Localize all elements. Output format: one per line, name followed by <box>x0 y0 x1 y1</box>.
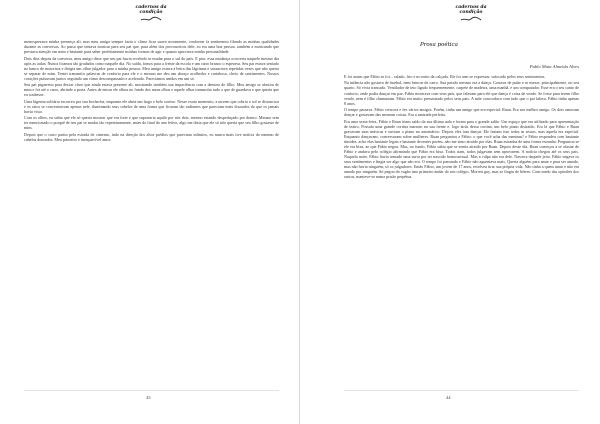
paragraph: Dois dias depois da conversa, meu amigo disse que seu pai havia recebido se mudar para o sul do país. E pior, essa mudança ocorreria naquele mesmo dia após as aulas. Nunca ficamos tão grudados como naquele dia. No saída, fomos para a frente da escola e um carro branco o esperava. Seu pai estava sentado no banco de motorista e dirigia um olhar julgador para a minha pessoa. Meu amigo estava à beira das lágrimas e sussurrava repetidas vezes que não queria se separar de mim. Tentei transmitir palavras de conforto para ele e o mesmo me deu um abraço acolhedor e carinhoso, cheio de sentimentos. Nossos corações pulsavam juntos seguindo um ritmo descompassado e acelerado. Parecíamos unidos em um só. <box>24 55 279 81</box>
left-body-text <box>24 39 279 143</box>
paragraph: E foi assim que Fábio se foi... calado, frio e no meio da calçada. Ele foi sem se expressar, sufocado pelos seus sentimentos. <box>344 74 546 79</box>
author-name: Pablo Maia Almeida Alves <box>529 64 579 69</box>
paragraph: menosprezava minha presença ali, mas meu amigo sempre fazia o clima ficar suave novamente, conforme fa sentimento filando as minhas qualidades durante as conversas. Ao passo que tentava mostrar para seu pai que, para além dos preconceitos dele, eu era uma boa pessoa, também a mostrando que prestava atenção em mim e bastante para saber perfeitamente minhas formas de agir e quanto apreciava minha personalidade. <box>24 39 279 55</box>
section-title: Prosa poética <box>420 42 458 48</box>
logo-line1: cadernos da <box>135 5 167 10</box>
logo-line2: condição <box>139 10 163 15</box>
paragraph: Uma lágrima solitária escorreu por sua bochecha, enquanto ele abria um largo e belo sorriso. Nesse exato momento, a nuvem que cobria o sol se distanciou e os raios se concentravam apenas nele, iluminando seus cabelos de uma forma que ficaram tão radiantes que pareciam mais dourados do que os jamais havia visto. <box>24 98 279 114</box>
paragraph: Seu pai pigarreou para deixar claro que ainda estava presente ali, mostrando também sua impaciência com a demora do filho. Meu amigo se afastou de mim e foi até o carro, abrindo a porta. Antes de entrar ele olhou no fundo dos meus olhos e aquele olhar transmitia tudo o que de guardava e que queria que eu soubesse. <box>24 82 279 98</box>
journal-logo <box>135 5 167 22</box>
paragraph: Com os olhos, eu sabia que ele só queria mostrar que era forte e que suportaria aquilo por nós dois, mesmo estando despedaçado por dentro. Mesmo sem ter mencionado o porquê de seu pai se mudar tão repentinamente, antes do final do ano letivo, algo me dizia que ele só não queria que seu filho gostasse de mim. <box>24 115 279 131</box>
logo-flourish-icon <box>140 16 162 22</box>
page-number: 44 <box>446 395 451 400</box>
journal-logo <box>455 5 487 22</box>
paragraph: O tempo passava. Fábio crescera e fez vários amigos. Porém, tinha um amigo que era especial: Ruan. Era seu melhor amigo. Os dois amavam dançar e gostavam das mesmas coisas. Era a amizade perfeita. <box>344 107 579 118</box>
logo-flourish-icon <box>460 16 482 22</box>
paragraph: Na infância não gostava de futebol, nem brincar de carro. Sua paixão mesmo era a dança. Gostava de pular e se mexer, principalmente, no seu quarto. Só vivia trancado. Ventilador de teto ligado frequentemente, carpete de madeira, uma manhã, e um computador. Esse era o seu canto de conforto, onde podia dançar em paz. Fábio mostrava com seus pais, que falavam para ele que dança é coisa de veado. Se fosse para terem filho veado, nem é filho chamariam. Fábio era muito pressionado pelos seus pais. A mãe concordava com tudo que o pai falava. Fábio tinha apenas 8 anos. <box>344 80 579 106</box>
paragraph: Depois que o carro partiu pela estrada de cimento, indo na direção dos altos prédios que pareciam infinitos, eu nunca mais tive notícia do menino de cabelos dourados. Meu primeiro e inesquecível amor. <box>24 131 279 142</box>
logo-line1: cadernos da <box>455 5 487 10</box>
footer-divider <box>24 390 279 391</box>
logo-line2: condição <box>459 10 483 15</box>
right-body-text <box>344 74 579 181</box>
paragraph: Era uma sexta-feira, Fábio e Ruan iriam saído da sua última aula e foram para o grande salão. Um espaço que era utilizado para apresentação de teatro. Possuía uma grande cortina marrom na sua frente e, logo atrás dessa cortina, um belo piano distraído. Era lá que Fábio e Ruan gravavam suas músicas e ouviam o piano no automático. Depois eles iam dançar. Ele faziam isso todas as sextas, mas aquela era especial. Enquanto dançavam, conversavam sobre mulheres. Ruan perguntou a Fábio: o que você acha das meninas? e Fábio respondeu com bastante timidez: acho elas bastante legais e bastante decentes porém, não me sinto atraído por elas. Ruan estranha de uma forma estranha. Perguntou se ele era bixa, ao que Fábio negou. Mas, no fundo, Fábio sabia que se sentia atraído por Ruan. Depois desse dia, Ruan começou a se afastar de Fábio e andava pelo colégio afirmando que Fábio era bixa. Todos riam, todos julgavam sem aprovarem. A notícia chegou até os seus pais. Naquela noite, Fábio havia tomado uma surra por ter nascido homossexual. Mas a culpa não era dele. Nascera daquele jeito. Fábio negava os seus sentimentos e fingia ser algo que não era. O tempo foi passando e Fábio não aguentava mais. Queria alguém para amar e para ser amado, mas não havia ninguém, só os julgadores. Então Fábio, um jovem de 17 anos, resolveu tirar sua própria vida. Não tinha a quem amar e não era amado por ninguém. Só pegou do vagão imo primeiro andar do seu colégio. Morreu gay, mas se fingiu de hétero. Com medo das opiniões dos outros, manteve-se numa prisão perpétua. <box>344 118 579 180</box>
footer-divider <box>344 390 579 391</box>
page-number: 43 <box>146 395 151 400</box>
